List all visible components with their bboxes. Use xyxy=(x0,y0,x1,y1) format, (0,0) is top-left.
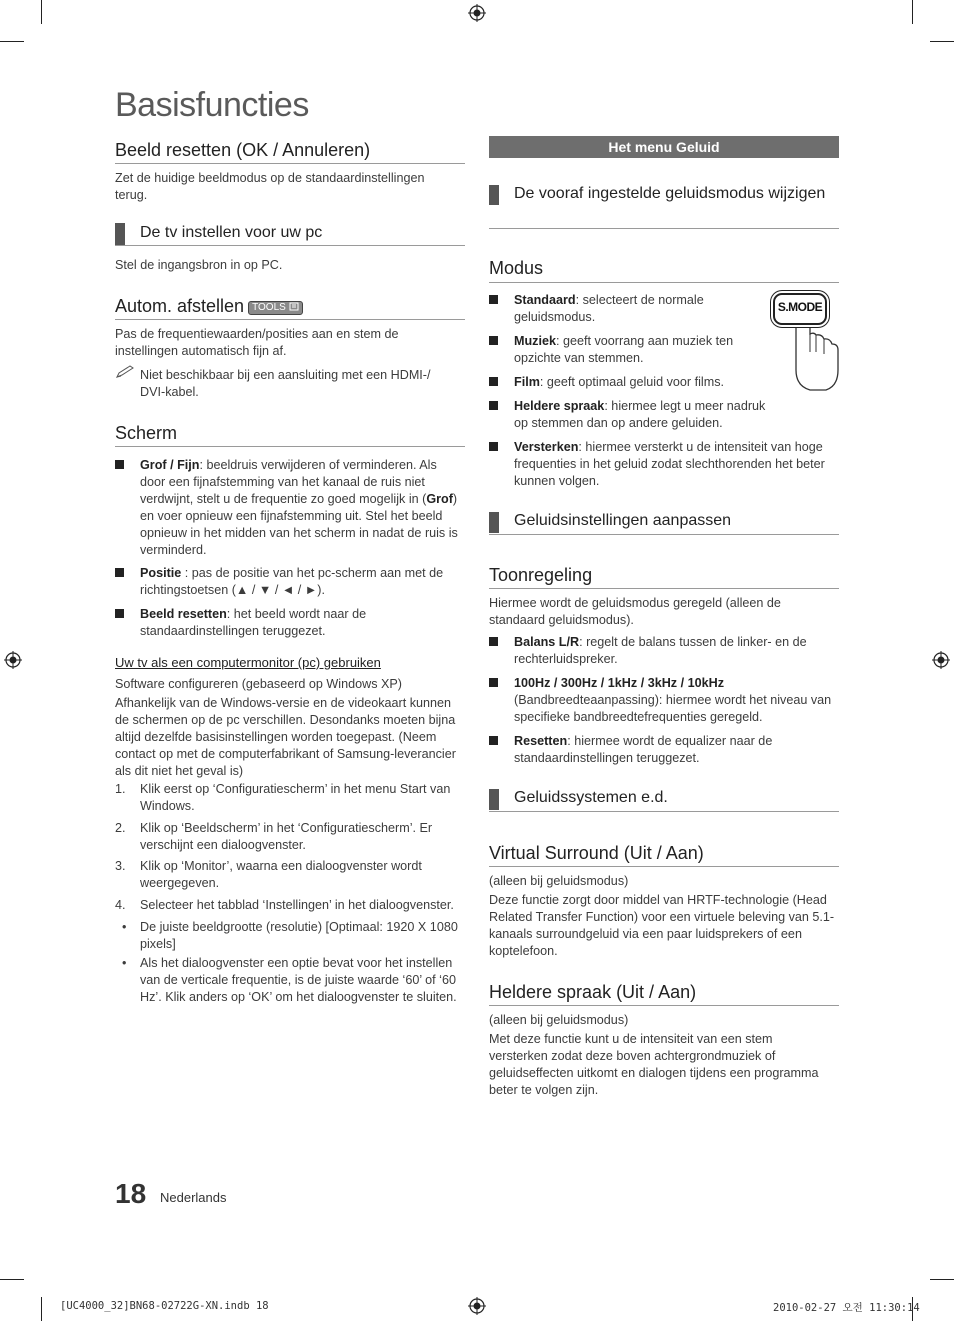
speech-text: Met deze functie kunt u de intensiteit van een stem versterken zodat deze boven achtergrondmuziek of geluidseffecten uitkomt en dialogen tijdens een programma beter te volgen zijn. xyxy=(489,1032,819,1097)
divider xyxy=(115,163,465,164)
heading-computermonitor: Uw tv als een computermonitor (pc) gebruiken xyxy=(115,655,381,670)
bullet xyxy=(115,609,124,618)
term: Film xyxy=(514,375,540,389)
bullet xyxy=(489,442,498,451)
divider xyxy=(489,811,839,812)
divider xyxy=(115,245,465,246)
section-marker xyxy=(115,223,125,245)
step-number: 4. xyxy=(115,898,126,912)
term: Balans L/R xyxy=(514,635,580,649)
desc: ) en voer opnieuw een fijnafstemming uit. Stel het beeld opnieuw in het midden van het scherm in nadat de ruis is verminderd. xyxy=(140,492,458,557)
bullet xyxy=(489,295,498,304)
desc: : beeldruis verwijderen of verminderen. Als door een fijnafstemming van het kanaal de ruis niet verdwijnt, stelt u de frequentie zo goed mogelijk in ( xyxy=(140,458,437,506)
crop-mark xyxy=(912,0,913,24)
heading-heldere-spraak: Heldere spraak (Uit / Aan) xyxy=(489,982,697,1002)
page-title: Basisfuncties xyxy=(115,86,309,124)
term: Muziek xyxy=(514,334,556,348)
reset-text: Zet de huidige beeldmodus op de standaardinstellingen terug. xyxy=(115,171,425,202)
bullet xyxy=(489,377,498,386)
registration-mark-icon xyxy=(4,651,22,669)
term: Versterken xyxy=(514,440,579,454)
divider xyxy=(489,1005,839,1006)
crop-mark xyxy=(930,1279,954,1280)
surround-note: (alleen bij geluidsmodus) xyxy=(489,874,629,888)
crop-mark xyxy=(0,41,24,42)
term: Beeld resetten xyxy=(140,607,227,621)
divider xyxy=(489,866,839,867)
auto-heading-label: Autom. afstellen xyxy=(115,296,245,316)
auto-note: Niet beschikbaar bij een aansluiting met een HDMI-/ DVI-kabel. xyxy=(140,368,431,399)
heading-geluidsinstellingen: Geluidsinstellingen aanpassen xyxy=(514,512,732,529)
monitor-intro-1: Software configureren (gebaseerd op Windows XP) xyxy=(115,677,403,691)
term: Resetten xyxy=(514,734,568,748)
surround-text: Deze functie zorgt door middel van HRTF-technologie (Head Related Transfer Function) voor een virtuele beleving van 5.1-kanaals surroundgeluid via een paar luidsprekers of een koptelefoon. xyxy=(489,893,835,958)
desc: : geeft optimaal geluid voor films. xyxy=(539,375,724,389)
step-number: 1. xyxy=(115,782,126,796)
desc: : hiermee legt u meer nadruk op stemmen dan op andere geluiden. xyxy=(514,399,766,430)
divider xyxy=(489,534,839,535)
desc: : hiermee wordt de equalizer naar de standaardinstellingen teruggezet. xyxy=(514,734,773,765)
step-number: 3. xyxy=(115,859,126,873)
term: Grof xyxy=(426,492,453,506)
page-language: Nederlands xyxy=(160,1190,227,1205)
bullet xyxy=(115,568,124,577)
heading-tv-pc: De tv instellen voor uw pc xyxy=(140,224,323,241)
section-marker xyxy=(489,185,499,205)
divider xyxy=(115,319,465,320)
crop-mark xyxy=(930,41,954,42)
monitor-intro-2: Afhankelijk van de Windows-versie en de videokaart kunnen de schermen op de pc verschillen. Desondanks moeten bijna altijd dezelfde basisinstellingen worden toegepast. (Neem contact op met de computerfabrikant of Samsung-leverancier als dit niet het geval is) xyxy=(115,696,456,778)
desc: : regelt de balans tussen de linker- en de rechterluidspreker. xyxy=(514,635,807,666)
crop-mark xyxy=(41,0,42,24)
heading-beeld-resetten: Beeld resetten (OK / Annuleren) xyxy=(115,140,371,160)
section-marker xyxy=(489,789,499,810)
heading-preset-mode: De vooraf ingestelde geluidsmodus wijzigen xyxy=(514,185,826,202)
crop-mark xyxy=(0,1279,24,1280)
desc: : het beeld wordt naar de standaardinstellingen teruggezet. xyxy=(140,607,367,638)
term: Heldere spraak xyxy=(514,399,605,413)
heading-scherm: Scherm xyxy=(115,423,178,443)
bullet xyxy=(115,460,124,469)
bullet xyxy=(489,401,498,410)
registration-mark-icon xyxy=(932,651,950,669)
dot-text: De juiste beeldgrootte (resolutie) [Optimaal: 1920 X 1080 pixels] xyxy=(140,920,458,951)
desc: : pas de positie van het pc-scherm aan met de richtingstoetsen (▲ / ▼ / ◄ / ►). xyxy=(140,566,444,597)
term: Positie xyxy=(140,566,182,580)
smode-label: S.MODE xyxy=(777,300,823,314)
note-pencil-icon xyxy=(115,365,135,379)
tone-text: Hiermee wordt de geluidsmodus geregeld (alleen de standaard geluidsmodus). xyxy=(489,596,781,627)
term: Standaard xyxy=(514,293,576,307)
dot-text: Als het dialoogvenster een optie bevat voor het instellen van de verticale frequentie, is de juiste waarde ‘60’ of ‘60 Hz’. Klik anders op ‘OK’ om het dialoogvenster te sluiten. xyxy=(140,956,457,1004)
divider xyxy=(489,228,839,229)
bullet xyxy=(489,736,498,745)
step-text: Klik op ‘Beeldscherm’ in het ‘Configuratiescherm’. Er verschijnt een dialoogvenster. xyxy=(140,821,433,852)
page-number: 18 xyxy=(115,1178,147,1209)
tools-icon xyxy=(289,302,299,311)
step-number: 2. xyxy=(115,821,126,835)
bullet xyxy=(489,336,498,345)
term: 100Hz / 300Hz / 1kHz / 3kHz / 10kHz xyxy=(514,676,724,690)
divider xyxy=(115,446,465,447)
print-slug-left: [UC4000_32]BN68-02722G-XN.indb 18 xyxy=(60,1300,269,1312)
divider xyxy=(489,588,839,589)
dot-bullet: • xyxy=(122,920,127,934)
divider xyxy=(489,282,839,283)
desc: : hiermee versterkt u de intensiteit van hoge frequenties in het geluid zodat slechthorenden het beter kunnen volgen. xyxy=(514,440,825,488)
registration-mark-icon xyxy=(468,4,486,22)
desc: : geeft voorrang aan muziek ten opzichte van stemmen. xyxy=(514,334,734,365)
tools-label: TOOLS xyxy=(252,302,286,313)
heading-autom-afstellen xyxy=(115,296,303,317)
desc: (Bandbreedteaanpassing): hiermee wordt het niveau van specifieke bandbreedtefrequenties geregeld. xyxy=(514,693,832,724)
dot-bullet: • xyxy=(122,956,127,970)
heading-virtual-surround: Virtual Surround (Uit / Aan) xyxy=(489,843,704,863)
pc-text: Stel de ingangsbron in op PC. xyxy=(115,258,283,272)
step-text: Selecteer het tabblad ‘Instellingen’ in het dialoogvenster. xyxy=(140,898,454,912)
speech-note: (alleen bij geluidsmodus) xyxy=(489,1013,629,1027)
heading-modus: Modus xyxy=(489,258,544,278)
tools-badge xyxy=(248,301,303,315)
step-text: Klik eerst op ‘Configuratiescherm’ in het menu Start van Windows. xyxy=(140,782,451,813)
heading-geluidssystemen: Geluidssystemen e.d. xyxy=(514,789,668,806)
crop-mark xyxy=(41,1297,42,1321)
bullet xyxy=(489,637,498,646)
registration-mark-icon xyxy=(468,1297,486,1315)
bullet xyxy=(489,678,498,687)
section-banner: Het menu Geluid xyxy=(489,136,839,158)
heading-toonregeling: Toonregeling xyxy=(489,565,593,585)
auto-text: Pas de frequentiewaarden/posities aan en stem de instellingen automatisch fijn af. xyxy=(115,327,399,358)
print-slug-right: 2010-02-27 오전 11:30:14 xyxy=(773,1302,920,1314)
term: Grof / Fijn xyxy=(140,458,200,472)
section-marker xyxy=(489,512,499,533)
desc: : selecteert de normale geluidsmodus. xyxy=(514,293,704,324)
step-text: Klik op ‘Monitor’, waarna een dialoogvenster wordt weergegeven. xyxy=(140,859,422,890)
